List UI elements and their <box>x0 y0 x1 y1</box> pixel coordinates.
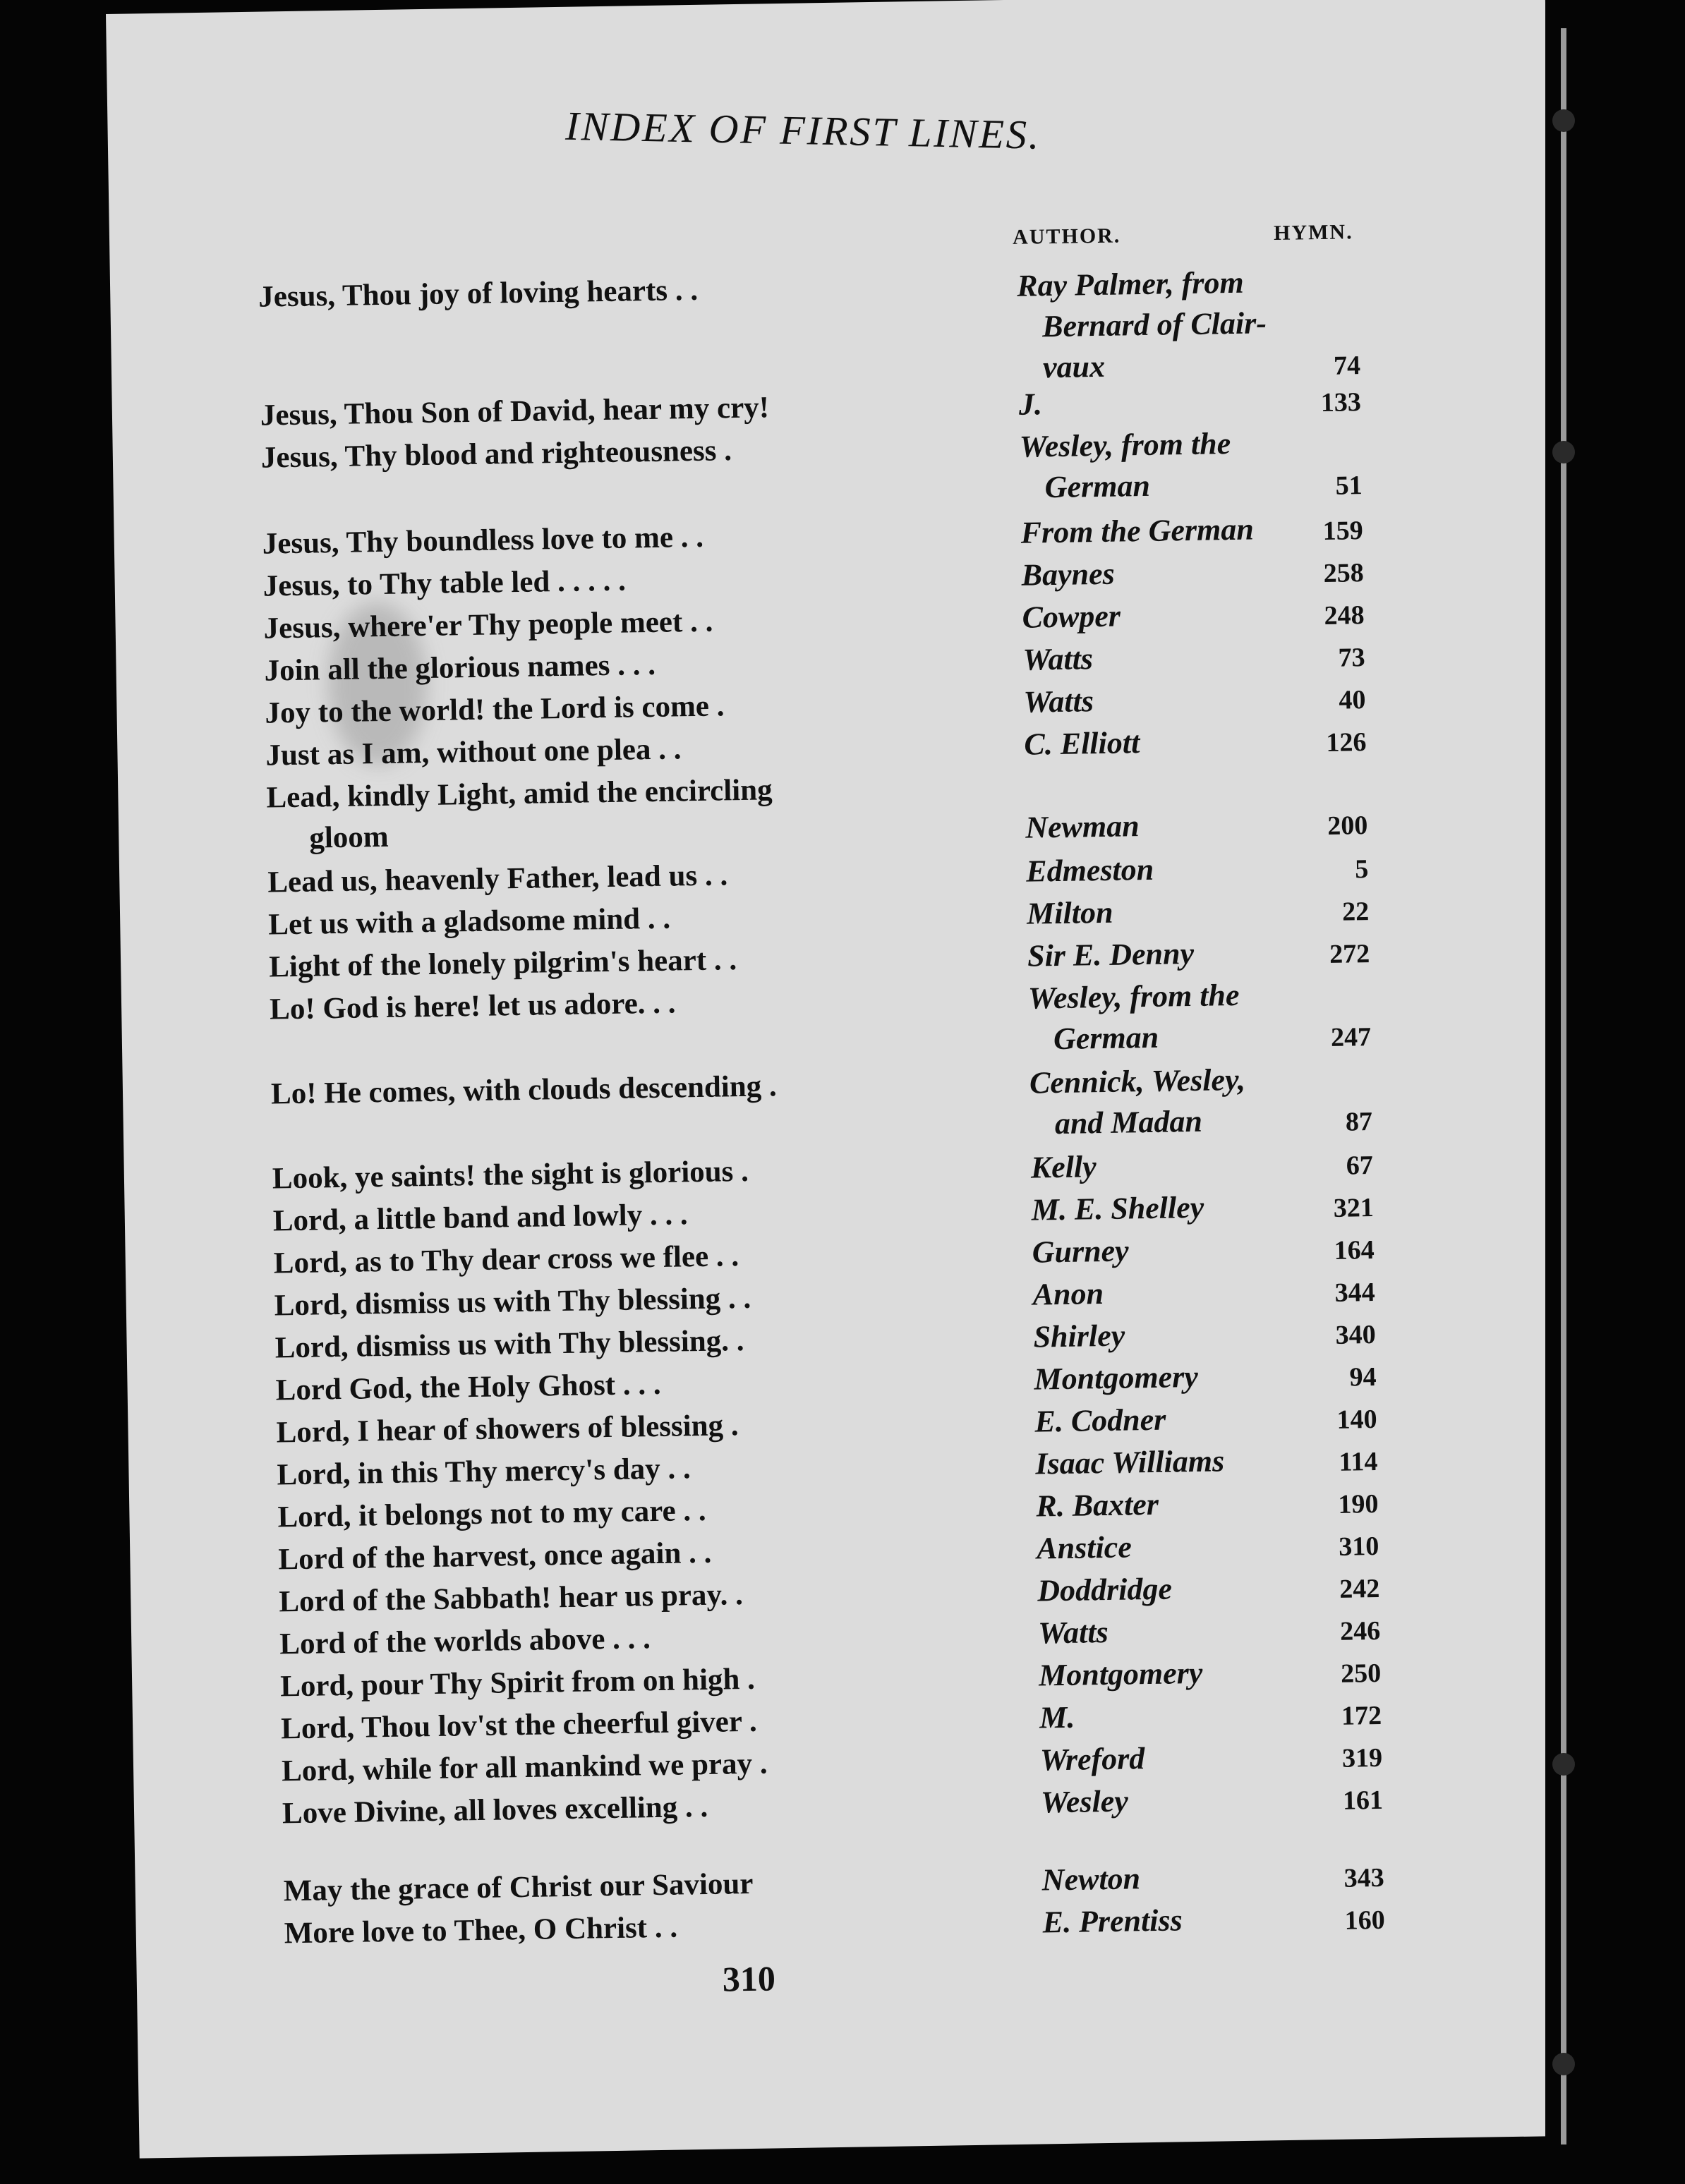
first-line-text <box>273 1239 739 1280</box>
first-line-text <box>275 1367 661 1408</box>
first-line-label: Jesus, Thy boundless love to me <box>262 521 674 561</box>
hymn-number: 172 <box>1341 1700 1382 1731</box>
leader-dots: . . . <box>641 1198 688 1232</box>
first-line-label: Lord, Thou lov'st the cheerful giver <box>280 1705 742 1746</box>
first-line-text <box>279 1621 651 1661</box>
leader-dots: . . . <box>604 1622 651 1656</box>
author-name: R. Baxter <box>1035 1486 1159 1524</box>
leader-dots: . . . <box>609 648 656 682</box>
leader-dots: . . <box>651 732 682 766</box>
first-line-text <box>274 1281 751 1323</box>
hymn-number: 126 <box>1326 727 1367 758</box>
hymn-number: 22 <box>1341 897 1370 927</box>
first-line-text <box>263 605 713 646</box>
author-name: Montgomery <box>1038 1655 1203 1693</box>
author-name: Wreford <box>1039 1741 1145 1778</box>
hymn-number: 161 <box>1342 1785 1384 1816</box>
hymn-number: 319 <box>1341 1742 1383 1773</box>
hymn-number: 340 <box>1335 1319 1376 1350</box>
author-name: and Madan <box>1054 1103 1203 1141</box>
first-line-text <box>258 273 698 315</box>
leader-dots: . . <box>706 943 737 977</box>
page-leaf-edge <box>1561 28 1566 2144</box>
first-line-label: Lead, kindly Light, amid the encircling <box>266 773 773 815</box>
author-column-header: AUTHOR. <box>1012 224 1121 249</box>
first-line-text <box>271 1069 777 1111</box>
first-line-label: Lord of the Sabbath! hear us pray <box>279 1578 720 1619</box>
leader-dots: . . <box>720 1324 744 1358</box>
hymn-number: 73 <box>1338 643 1365 673</box>
hymn-number: 74 <box>1333 351 1361 381</box>
hymn-number: 321 <box>1333 1192 1375 1223</box>
first-line-text <box>282 1790 708 1831</box>
hymn-number: 159 <box>1322 516 1364 546</box>
author-name: C. Elliott <box>1024 725 1140 762</box>
hymn-number: 200 <box>1327 811 1368 841</box>
hymn-number: 51 <box>1335 471 1363 501</box>
author-name: German <box>1044 468 1151 505</box>
author-name: Cowper <box>1022 598 1121 635</box>
hymn-number: 344 <box>1334 1277 1376 1308</box>
hymn-number: 164 <box>1334 1234 1375 1266</box>
leader-dots: . <box>741 1704 757 1739</box>
hymn-number: 247 <box>1330 1022 1372 1052</box>
first-line-label: Join all the glorious names <box>264 648 610 688</box>
first-line-label: Jesus, Thy blood and righteousness <box>260 434 717 475</box>
hymn-number: 246 <box>1339 1615 1381 1646</box>
hymn-number: 242 <box>1339 1573 1380 1604</box>
first-line-text <box>265 688 725 730</box>
author-name: Anon <box>1032 1276 1104 1312</box>
first-line-label: Lord, dismiss us with Thy blessing <box>274 1324 722 1365</box>
author-name: Baynes <box>1021 556 1116 593</box>
leader-dots: . . <box>639 902 671 936</box>
author-name: Watts <box>1037 1614 1109 1651</box>
author-name: Kelly <box>1030 1149 1097 1185</box>
first-line-text <box>278 1536 712 1577</box>
author-name: Watts <box>1023 684 1094 720</box>
first-line-text <box>279 1577 743 1619</box>
page-title: INDEX OF FIRST LINES. <box>564 102 1042 158</box>
author-name: M. <box>1039 1699 1075 1735</box>
leader-dots: . . . . . <box>549 564 627 599</box>
leader-dots: . . <box>682 605 713 639</box>
author-name: Newton <box>1041 1861 1141 1898</box>
first-line-label: Just as I am, without one plea <box>265 732 651 772</box>
first-line-text <box>280 1662 755 1704</box>
first-line-text <box>262 564 626 604</box>
hymn-number: 94 <box>1349 1361 1377 1393</box>
first-line-label: Look, ye saints! the sight is glorious <box>272 1155 734 1196</box>
first-line-label: Lord, a little band and lowly <box>272 1199 643 1238</box>
binding-mark <box>1552 109 1575 132</box>
first-line-text <box>277 1493 706 1535</box>
first-line-text <box>284 1910 677 1951</box>
first-line-label: May the grace of Christ our Saviour <box>283 1867 754 1908</box>
first-line-text <box>269 942 737 984</box>
first-line-label: Joy to the world! the Lord is come <box>265 689 710 730</box>
hymn-number: 160 <box>1344 1905 1385 1936</box>
first-line-text <box>281 1704 757 1747</box>
leader-dots: . <box>723 1409 739 1443</box>
author-name: Cennick, Wesley, <box>1029 1062 1246 1100</box>
hymn-number: 87 <box>1345 1107 1373 1137</box>
binding-mark <box>1552 2053 1575 2075</box>
first-line-label: Lord, pour Thy Spirit from on high <box>279 1663 740 1704</box>
leader-dots: . <box>761 1069 778 1103</box>
first-line-continuation: gloom <box>309 820 389 855</box>
leader-dots: . . . <box>615 1367 661 1402</box>
author-name: Shirley <box>1033 1318 1125 1354</box>
hymn-number: 114 <box>1339 1446 1378 1477</box>
author-name: E. Prentiss <box>1042 1903 1183 1940</box>
first-line-text <box>261 433 732 475</box>
first-line-label: Jesus, to Thy table led <box>262 565 550 603</box>
author-name: Montgomery <box>1034 1359 1199 1397</box>
author-name: Isaac Williams <box>1035 1443 1225 1481</box>
first-line-label: Jesus, Thou Son of David, hear my cry! <box>260 391 770 432</box>
leader-dots: . <box>708 689 725 723</box>
first-line-text <box>283 1867 753 1908</box>
hymn-number: 40 <box>1339 685 1366 715</box>
first-line-text <box>272 1154 749 1196</box>
author-name: Doddridge <box>1037 1571 1173 1608</box>
first-line-text <box>264 648 656 688</box>
binding-mark <box>1552 441 1575 463</box>
first-line-label: Lo! He comes, with clouds descending <box>270 1069 762 1111</box>
author-name: Edmeston <box>1025 851 1154 889</box>
author-name: Anstice <box>1036 1529 1133 1566</box>
author-name: E. Codner <box>1034 1402 1166 1439</box>
hymn-number: 310 <box>1339 1531 1379 1562</box>
first-line-label: Lord, in this Thy mercy's day <box>277 1452 661 1492</box>
leader-dots: . . <box>645 986 676 1021</box>
first-line-label: Lord God, the Holy Ghost <box>275 1368 616 1407</box>
leader-dots: . . <box>708 1239 739 1273</box>
first-line-label: Jesus, Thou joy of loving hearts <box>258 274 668 314</box>
hymn-number: 250 <box>1340 1658 1382 1689</box>
leader-dots: . <box>739 1662 756 1697</box>
leader-dots: . <box>751 1747 768 1780</box>
author-name: J. <box>1018 387 1043 422</box>
leader-dots: . . <box>646 1910 678 1945</box>
leader-dots: . . <box>667 273 699 308</box>
leader-dots: . . <box>660 1452 691 1486</box>
author-name: vaux <box>1042 348 1106 385</box>
first-line-text <box>270 985 676 1026</box>
first-line-text <box>277 1451 691 1492</box>
first-line-label: Lead us, heavenly Father, lead us <box>267 859 698 899</box>
first-line-label: Let us with a gladsome mind <box>267 902 641 942</box>
leader-dots: . . <box>677 1790 708 1824</box>
author-name: German <box>1053 1019 1159 1057</box>
author-name: Newman <box>1025 808 1140 845</box>
first-line-label: Lo! God is here! let us adore. <box>269 987 646 1026</box>
first-line-label: Lord, I hear of showers of blessing <box>276 1409 724 1450</box>
first-line-text <box>274 1323 744 1365</box>
first-line-label: Lord, as to Thy dear cross we flee <box>273 1239 709 1280</box>
first-line-label: Lord, while for all mankind we pray <box>281 1747 753 1788</box>
index-entries <box>106 0 1578 2159</box>
leader-dots: . . <box>680 1536 712 1570</box>
first-line-text <box>276 1408 739 1450</box>
hymn-column-header: HYMN. <box>1273 220 1353 245</box>
author-name: Wesley <box>1040 1783 1129 1820</box>
author-name: Gurney <box>1032 1233 1130 1270</box>
leader-dots: . . <box>672 520 704 554</box>
first-line-label: Lord of the worlds above <box>279 1622 605 1661</box>
author-name: Milton <box>1026 894 1113 931</box>
first-line-label: Jesus, where'er Thy people meet <box>263 605 683 645</box>
first-line-text <box>273 1197 688 1238</box>
first-line-label: Lord of the harvest, once again <box>278 1536 682 1577</box>
author-name: M. E. Shelley <box>1031 1189 1204 1227</box>
author-name: Ray Palmer, from <box>1016 265 1244 303</box>
leader-dots: . . <box>720 1281 751 1316</box>
author-name: Bernard of Clair- <box>1041 305 1267 344</box>
leader-dots: . <box>716 434 732 468</box>
hymn-number: 272 <box>1329 939 1370 969</box>
author-name: Wesley, from the <box>1019 426 1231 464</box>
leader-dots: . <box>732 1154 749 1189</box>
author-name: Watts <box>1022 641 1094 677</box>
hymn-number: 258 <box>1323 558 1364 588</box>
leader-dots: . . <box>696 859 728 892</box>
first-line-label: Love Divine, all loves excelling <box>282 1790 678 1831</box>
hymn-number: 140 <box>1336 1404 1377 1435</box>
first-line-text <box>268 902 671 942</box>
first-line-text <box>267 858 728 899</box>
author-name: Wesley, from the <box>1027 977 1240 1016</box>
hymn-number: 190 <box>1338 1488 1379 1519</box>
first-line-text <box>260 390 770 432</box>
leader-dots: . . <box>720 1578 744 1612</box>
first-line-label: Light of the lonely pilgrim's heart <box>268 943 707 984</box>
hymn-number: 343 <box>1343 1862 1385 1893</box>
first-line-text <box>265 732 682 772</box>
facing-page-edge <box>1545 0 1685 2184</box>
book-page <box>106 0 1578 2159</box>
first-line-text <box>266 772 773 815</box>
binding-mark <box>1552 1753 1575 1776</box>
hymn-number: 67 <box>1346 1150 1374 1181</box>
first-line-text <box>262 520 703 562</box>
page-number: 310 <box>722 1958 776 1999</box>
first-line-text <box>282 1747 768 1789</box>
first-line-label: Lord, it belongs not to my care <box>277 1494 676 1534</box>
hymn-number: 133 <box>1320 387 1362 418</box>
hymn-number: 5 <box>1354 854 1369 885</box>
first-line-label: More love to Thee, O Christ <box>284 1911 648 1951</box>
author-name: From the German <box>1020 511 1255 550</box>
author-name: Sir E. Denny <box>1027 935 1195 973</box>
leader-dots: . . <box>675 1493 706 1528</box>
first-line-label: Lord, dismiss us with Thy blessing <box>274 1282 721 1323</box>
hymn-number: 248 <box>1324 600 1365 631</box>
